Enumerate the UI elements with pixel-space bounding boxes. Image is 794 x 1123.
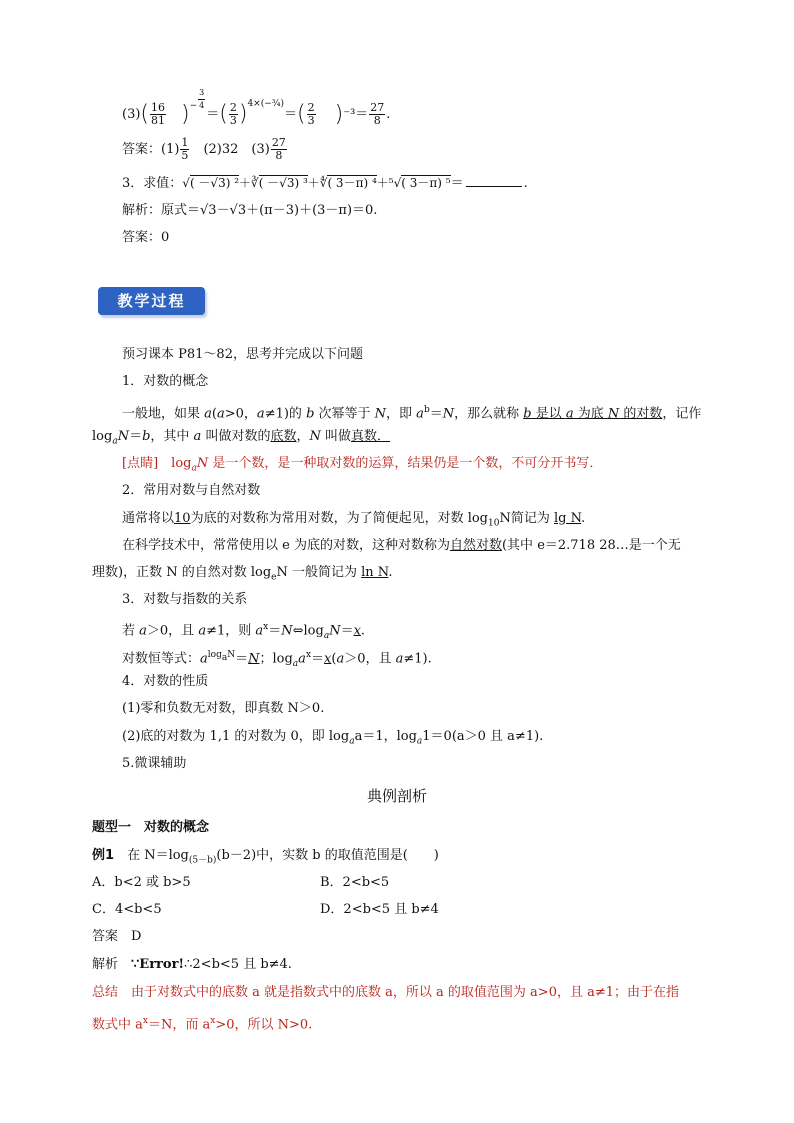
option-b: B．2<b<5	[320, 875, 390, 890]
definition-line-2: $\log_aN=b$，其中 a 叫做对数的底数，N 叫做真数．	[92, 429, 391, 447]
solution-line-3: (3)( $\frac{16}{81}$ )$^{- \frac{3}{4}}$ ＝( $\frac{2}{3}$ )$^{4\times(-\frac{3}{4})}$＝( $\frac{2}{3}$ )⁻³＝ $\frac{27}{8}$ .	[122, 88, 391, 127]
summary-line-1: 总结 由于对数式中的底数 a 就是指数式中的底数 a，所以 a 的取值范围为 a>0，且 a≠1；由于在指	[92, 985, 680, 1000]
example-analysis: 解析 ∵Error!∴2<b<5 且 b≠4.	[92, 957, 292, 972]
answer-blank	[466, 174, 522, 187]
tip-text: 是一个数，是一种取对数的运算，结果仍是一个数，不可分开书写．	[212, 456, 603, 471]
natural-log-line-1: 在科学技术中，常常使用以 e 为底的对数，这种对数称为自然对数(其中 e＝2.718 28…是一个无	[122, 538, 681, 553]
section-2-title: 2．常用对数与自然对数	[122, 483, 261, 498]
example-1: 例1 在 $N=\log_{(5-b)}(b-2)$中，实数 b 的取值范围是( )	[92, 848, 439, 866]
common-log-line: 通常将以10为底的对数称为常用对数，为了简便起见，对数 $\log_{10}N$简记为 lg N.	[122, 511, 586, 529]
option-d: D．2<b<5 且 b≠4	[320, 902, 439, 917]
analysis-q3: 解析：原式＝√3－√3＋(π－3)＋(3－π)＝0.	[122, 203, 378, 218]
option-a: A．b<2 或 b>5	[92, 875, 191, 890]
q3-label: 3．求值：	[122, 176, 183, 191]
property-1: (1)零和负数无对数，即真数 N＞0.	[122, 701, 325, 716]
tip-line: [点睛] $\log_aN$ 是一个数，是一种取对数的运算，结果仍是一个数，不可分开书写．	[122, 456, 603, 474]
answer-line-1: 答案：(1) $\frac{1}{5}$ (2)32 (3) $\frac{27}{8}$	[122, 136, 286, 162]
section-badge: 教学过程	[98, 287, 205, 315]
section-4-title: 4．对数的性质	[122, 674, 209, 689]
identity-line: 对数恒等式：$a^{log_aN}=N$；$\log_aa^x=x(a>0$，且 a≠1).	[122, 650, 432, 669]
q3-tail: ＝	[450, 176, 464, 191]
natural-log-line-2: 理数)，正数 N 的自然对数 $\log_eN$ 一般简记为 ln N.	[92, 565, 393, 583]
type-label: 题型一 对数的概念	[92, 820, 210, 835]
answer-q3: 答案：0	[122, 230, 170, 245]
answer-prefix: 答案：(1)	[122, 142, 180, 157]
preview-instruction: 预习课本 P81～82，思考并完成以下问题	[122, 347, 363, 362]
section-1-title: 1．对数的概念	[122, 374, 209, 389]
question-3: 3．求值：√( －√3) ²＋∛( －√3) ³＋∜( 3－π) ⁴＋⁵√( 3－π) ⁵＝ .	[122, 176, 528, 191]
answer-mid: (2)32 (3)	[203, 142, 270, 157]
relation-line: 若 a＞0，且 a≠1，则 $a^x=N\Leftrightarrow\log_aN=x$.	[122, 622, 366, 641]
analysis-error: ∵Error!	[131, 957, 185, 972]
example-heading: 典例剖析	[366, 787, 427, 805]
section-3-title: 3．对数与指数的关系	[122, 592, 248, 607]
property-2: (2)底的对数为 1,1 的对数为 0，即 $\log_aa=1$，$\log_a1=0(a>0$ 且 a≠1).	[122, 729, 544, 747]
section-5-title: 5.微课辅助	[122, 756, 187, 771]
tip-label: [点睛]	[122, 456, 159, 471]
definition-line-1: 一般地，如果 a(a>0，a≠1)的 b 次幂等于 N，即 $a^b=N$，那么就称 b 是以 a 为底 N 的对数，记作	[122, 405, 702, 422]
summary-line-2: 数式中 $a^x=N$，而 $a^x>0$，所以 N>0.	[92, 1016, 313, 1033]
example-answer: 答案 D	[92, 929, 142, 944]
option-c: C．4<b<5	[92, 902, 162, 917]
